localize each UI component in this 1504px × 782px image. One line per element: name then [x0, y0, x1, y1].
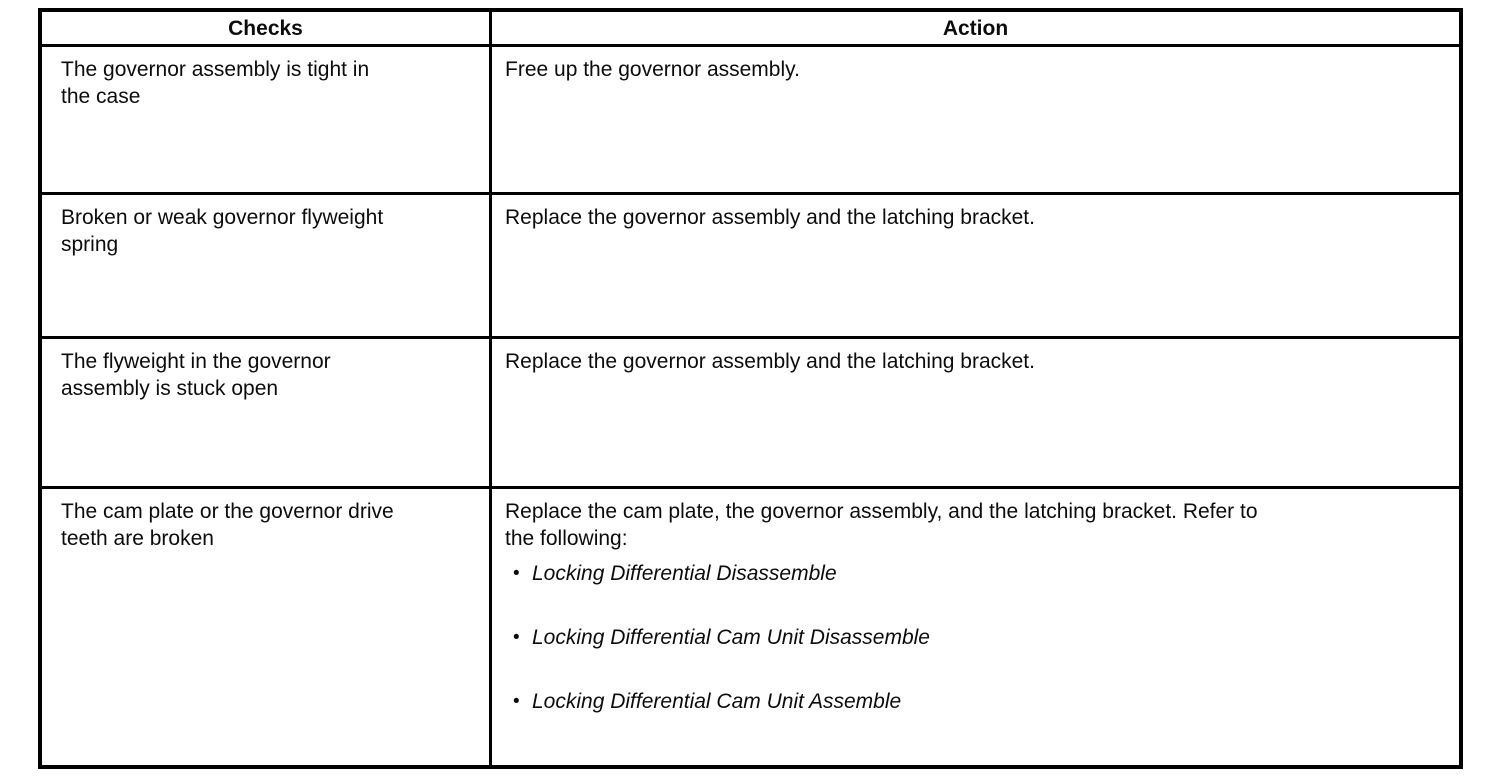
- action-text-line: the following:: [505, 527, 628, 550]
- list-item: [513, 624, 1443, 651]
- action-cell: [492, 47, 1459, 192]
- list-item: [513, 688, 1443, 715]
- action-cell: [492, 489, 1459, 765]
- list-item: [513, 560, 1443, 587]
- procedure-reference-text: Locking Differential Cam Unit Disassemble: [532, 626, 930, 649]
- troubleshooting-table: [38, 8, 1463, 769]
- check-text-line: teeth are broken: [61, 527, 214, 550]
- check-text-line: The flyweight in the governor: [61, 350, 331, 373]
- column-header-checks-label: Checks: [228, 16, 303, 40]
- check-text-line: The governor assembly is tight in: [61, 58, 370, 81]
- check-cell: [42, 489, 492, 765]
- action-text-line: Replace the governor assembly and the latching bracket.: [505, 350, 1035, 373]
- column-header-action-label: Action: [942, 16, 1009, 40]
- procedure-reference-list: [513, 560, 1443, 715]
- action-text-line: Free up the governor assembly.: [505, 58, 800, 81]
- table-row: [42, 44, 1459, 192]
- bullet-icon: •: [513, 563, 520, 584]
- column-header-checks: [42, 12, 492, 44]
- bullet-icon: •: [513, 627, 520, 648]
- check-text-line: assembly is stuck open: [61, 377, 279, 400]
- table-row: [42, 336, 1459, 486]
- check-text-line: the case: [61, 85, 141, 108]
- action-cell: [492, 195, 1459, 336]
- table-header-row: [42, 12, 1459, 44]
- check-text-line: Broken or weak governor flyweight: [61, 206, 384, 229]
- column-header-action: [492, 12, 1459, 44]
- check-text-line: The cam plate or the governor drive: [61, 500, 394, 523]
- action-cell: [492, 339, 1459, 486]
- bullet-icon: •: [513, 691, 520, 712]
- procedure-reference-text: Locking Differential Disassemble: [532, 562, 837, 585]
- procedure-reference-text: Locking Differential Cam Unit Assemble: [532, 690, 902, 713]
- action-text-line: Replace the governor assembly and the latching bracket.: [505, 206, 1035, 229]
- action-text-line: Replace the cam plate, the governor assembly, and the latching bracket. Refer to: [505, 500, 1258, 523]
- check-cell: [42, 339, 492, 486]
- table-row: [42, 192, 1459, 336]
- check-cell: [42, 47, 492, 192]
- table-row: [42, 486, 1459, 765]
- check-cell: [42, 195, 492, 336]
- check-text-line: spring: [61, 233, 119, 256]
